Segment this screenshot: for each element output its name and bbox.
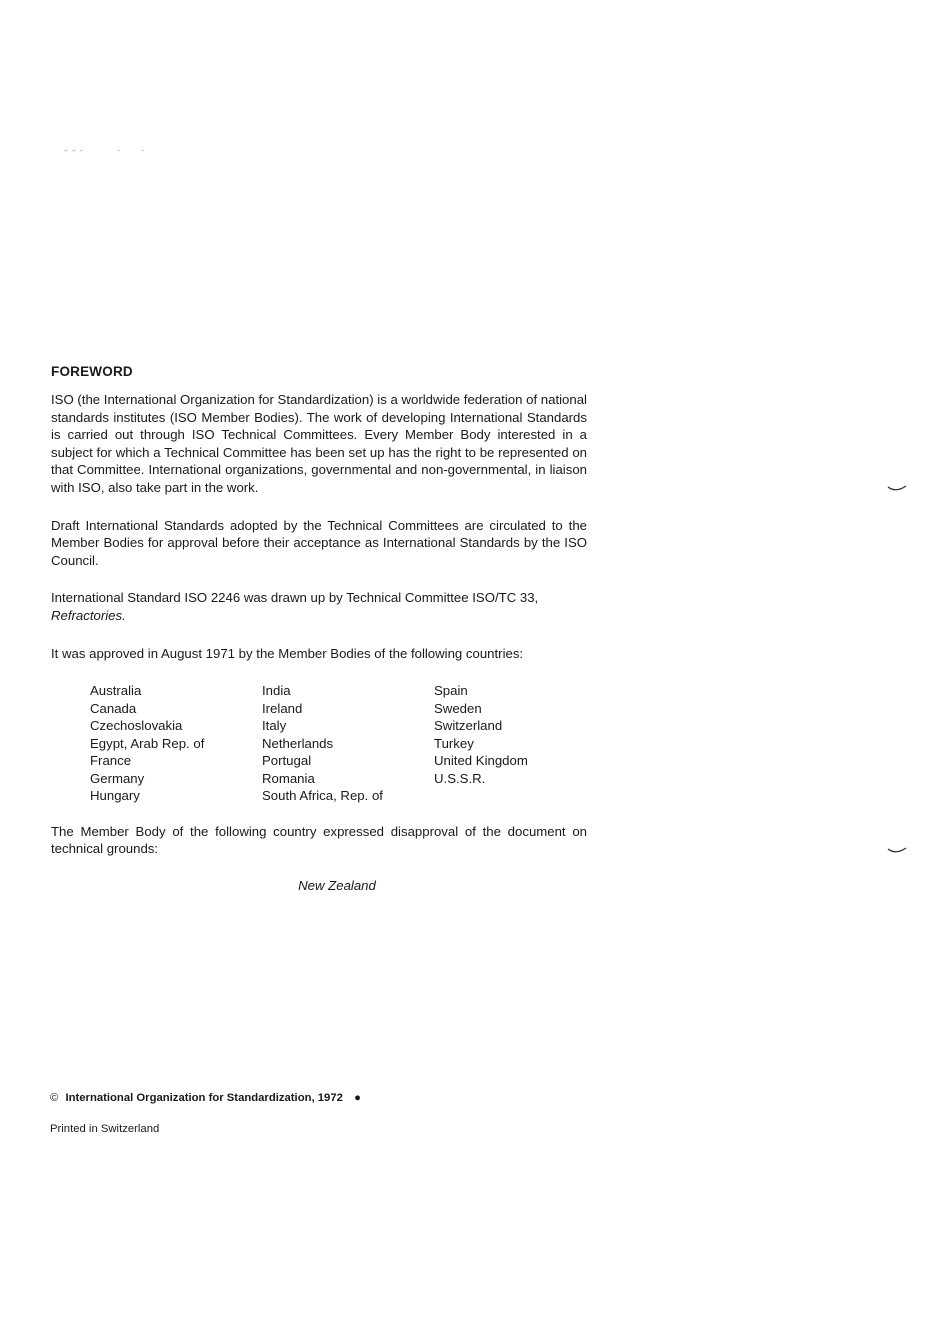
countries-column-2 [262, 682, 434, 805]
countries-column-3 [434, 682, 606, 805]
committee-title: Refractories. [51, 607, 126, 623]
foreword-section [51, 364, 587, 893]
country-item: India [262, 683, 291, 699]
draft-paragraph: Draft International Standards adopted by the Technical Committees are circulated to the Member Bodies for approval before their acceptance as International Standards by the ISO Council. [51, 517, 587, 568]
approving-countries [90, 682, 587, 805]
country-item: Turkey [434, 735, 474, 751]
country-item: Ireland [262, 700, 303, 716]
scan-mark-right-2 [886, 845, 910, 857]
country-item: South Africa, Rep. of [262, 788, 383, 804]
countries-column-1 [90, 682, 262, 805]
country-item: Czechoslovakia [90, 718, 183, 734]
country-item: Germany [90, 770, 145, 786]
standard-text: International Standard ISO 2246 was drawn up by Technical Committee ISO/TC 33, [51, 590, 539, 606]
copyright-line [50, 1092, 361, 1104]
country-item: Romania [262, 770, 315, 786]
scan-artifact-top-left [60, 146, 150, 154]
country-item: U.S.S.R. [434, 770, 486, 786]
country-item: Sweden [434, 700, 482, 716]
disapproving-country: New Zealand [298, 877, 376, 893]
bullet-icon: ● [354, 1092, 361, 1104]
disapproval-paragraph: The Member Body of the following country expressed disapproval of the document on technical grounds: [51, 823, 587, 857]
country-item: Switzerland [434, 718, 503, 734]
copyright-symbol: © [50, 1092, 59, 1104]
country-item: Spain [434, 683, 468, 699]
approval-paragraph: It was approved in August 1971 by the Member Bodies of the following countries: [51, 645, 524, 661]
country-item: Italy [262, 718, 287, 734]
country-item: Egypt, Arab Rep. of [90, 735, 205, 751]
scan-mark-right-1 [886, 483, 910, 495]
country-item: United Kingdom [434, 753, 528, 769]
printed-in: Printed in Switzerland [50, 1123, 160, 1135]
country-item: Hungary [90, 788, 140, 804]
country-item: Canada [90, 700, 137, 716]
country-item: Australia [90, 683, 142, 699]
intro-paragraph: ISO (the International Organization for Standardization) is a worldwide federation of national standards institutes (ISO Member Bodies). The work of developing International Standards is carried out through ISO Technical Committees. Every Member Body interested in a subject for which a Technical Committee has been set up has the right to be represented on that Committee. International organizations, governmental and non-governmental, in liaison with ISO, also take part in the work. [51, 392, 587, 495]
country-item: Netherlands [262, 735, 334, 751]
copyright-text: International Organization for Standardization, 1972 [65, 1092, 343, 1104]
country-item: France [90, 753, 132, 769]
standard-paragraph [51, 589, 587, 624]
foreword-heading: FOREWORD [51, 364, 133, 379]
country-item: Portugal [262, 753, 312, 769]
